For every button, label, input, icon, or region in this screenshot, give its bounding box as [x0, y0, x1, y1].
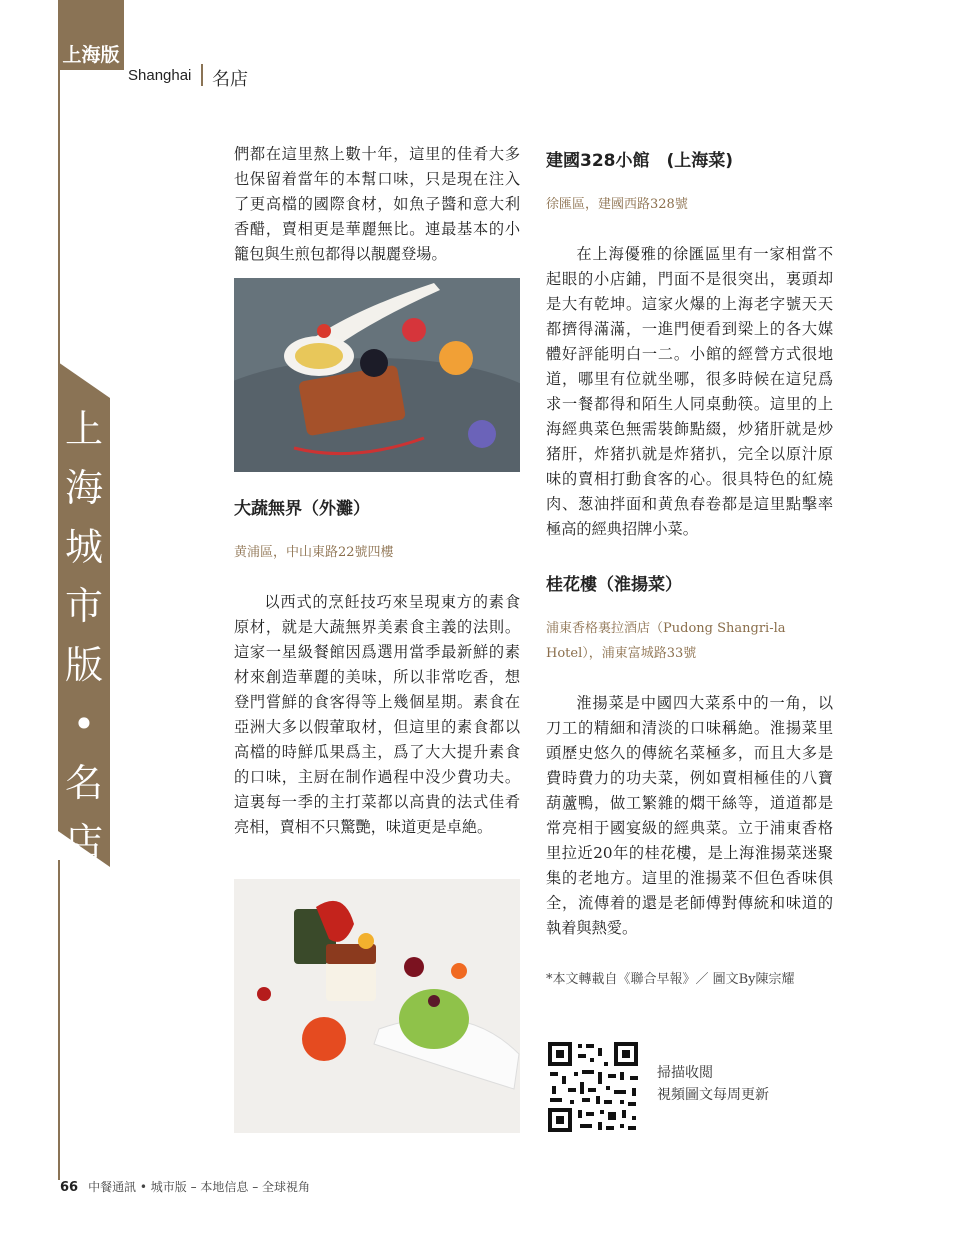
section-tab-label: 上海版	[62, 44, 120, 66]
article-credit: *本文轉載自《聯合早報》／ 圖文By陳宗耀	[546, 972, 795, 987]
vertical-banner-text: 上 海 城 市 版 • 名 店	[64, 407, 103, 864]
restaurant-address-3: 浦東香格裏拉酒店（Pudong Shangri-la Hotel），浦東富城路33號	[546, 621, 786, 661]
intro-paragraph: 們都在這里熬上數十年，這里的佳肴大多也保留着當年的本幫口味，只是現在注入了更高檔的國際食材，如魚子醬和意大利香醋，賣相更是華麗無比。連最基本的小籠包與生煎包都得以靚麗登場。	[234, 145, 520, 263]
restaurant-body-1: 以西式的烹飪技巧來呈現東方的素食原材，就是大蔬無界美素食主義的法則。這家一星級餐館因爲選用當季最新鮮的素材來創造華麗的美味，所以非常吃香，想登門嘗鮮的食客得等上幾個星期。素食在亞洲大多以假葷取材，但這里的素食都以高檔的時鮮瓜果爲主，爲了大大提升素食的口味，主厨在制作過程中没少費功夫。這裏每一季的主打菜都以高貴的法式佳肴亮相，賣相不只驚艷，味道更是卓絶。	[234, 593, 520, 836]
dish-photo-1	[234, 278, 520, 472]
page-footer	[60, 1178, 310, 1195]
qr-code-icon	[546, 1040, 640, 1134]
dish-photo-2	[234, 879, 520, 1133]
qr-caption: 掃描收閲 視頻圖文每周更新	[657, 1065, 769, 1103]
dish-photo-2-drawing	[234, 879, 520, 1133]
restaurant-address-2: 徐匯區，建國西路328號	[546, 197, 688, 212]
section-chinese: 名店	[212, 69, 248, 90]
dish-photo-1-drawing	[234, 278, 520, 472]
vertical-rule	[58, 70, 60, 370]
restaurant-body-2: 在上海優雅的徐匯區里有一家相當不起眼的小店鋪，門面不是很突出，裏頭却是大有乾坤。這家火爆的上海老字號天天都擠得滿滿，一進門便看到梁上的各大媒體好評能明白一二。小館的經營方式很地道，哪里有位就坐哪，很多時候在這兒爲求一餐都得和陌生人同桌動筷。這里的上海經典菜色無需裝飾點綴，炒猪肝就是炒猪肝，炸猪扒就是炸猪扒，完全以原汁原味的賣相打動食客的心。很具特色的紅燒肉、葱油拌面和黄魚春卷都是這里點擊率極高的經典招牌小菜。	[546, 245, 833, 538]
restaurant-title-2: 建國328小館 (上海菜)	[546, 151, 734, 171]
restaurant-title-3: 桂花樓（淮揚菜）	[546, 575, 682, 595]
page-number: 66	[60, 1180, 79, 1195]
header-separator	[201, 64, 203, 86]
restaurant-address-1: 黄浦區，中山東路22號四樓	[234, 545, 394, 560]
footer-text: 中餐通訊 • 城市版 – 本地信息 – 全球視角	[88, 1180, 311, 1194]
restaurant-title-1: 大蔬無界（外灘）	[234, 499, 370, 519]
section-english: Shanghai	[128, 67, 192, 84]
restaurant-body-3: 淮揚菜是中國四大菜系中的一角，以刀工的精細和清淡的口味稱絶。淮揚菜里頭歷史悠久的傳統名菜極多，而且大多是費時費力的功夫菜，例如賣相極佳的八寶葫蘆鴨，做工繁雜的燜干絲等，道道都是常亮相于國宴級的經典菜。立于浦東香格里拉近20年的桂花樓，是上海淮揚菜迷聚集的老地方。這里的淮揚菜不但色香味俱全，流傳着的還是老師傅對傳統和味道的執着與熱愛。	[546, 694, 833, 937]
vertical-rule-lower	[58, 860, 60, 1180]
qr-code[interactable]	[546, 1040, 640, 1134]
